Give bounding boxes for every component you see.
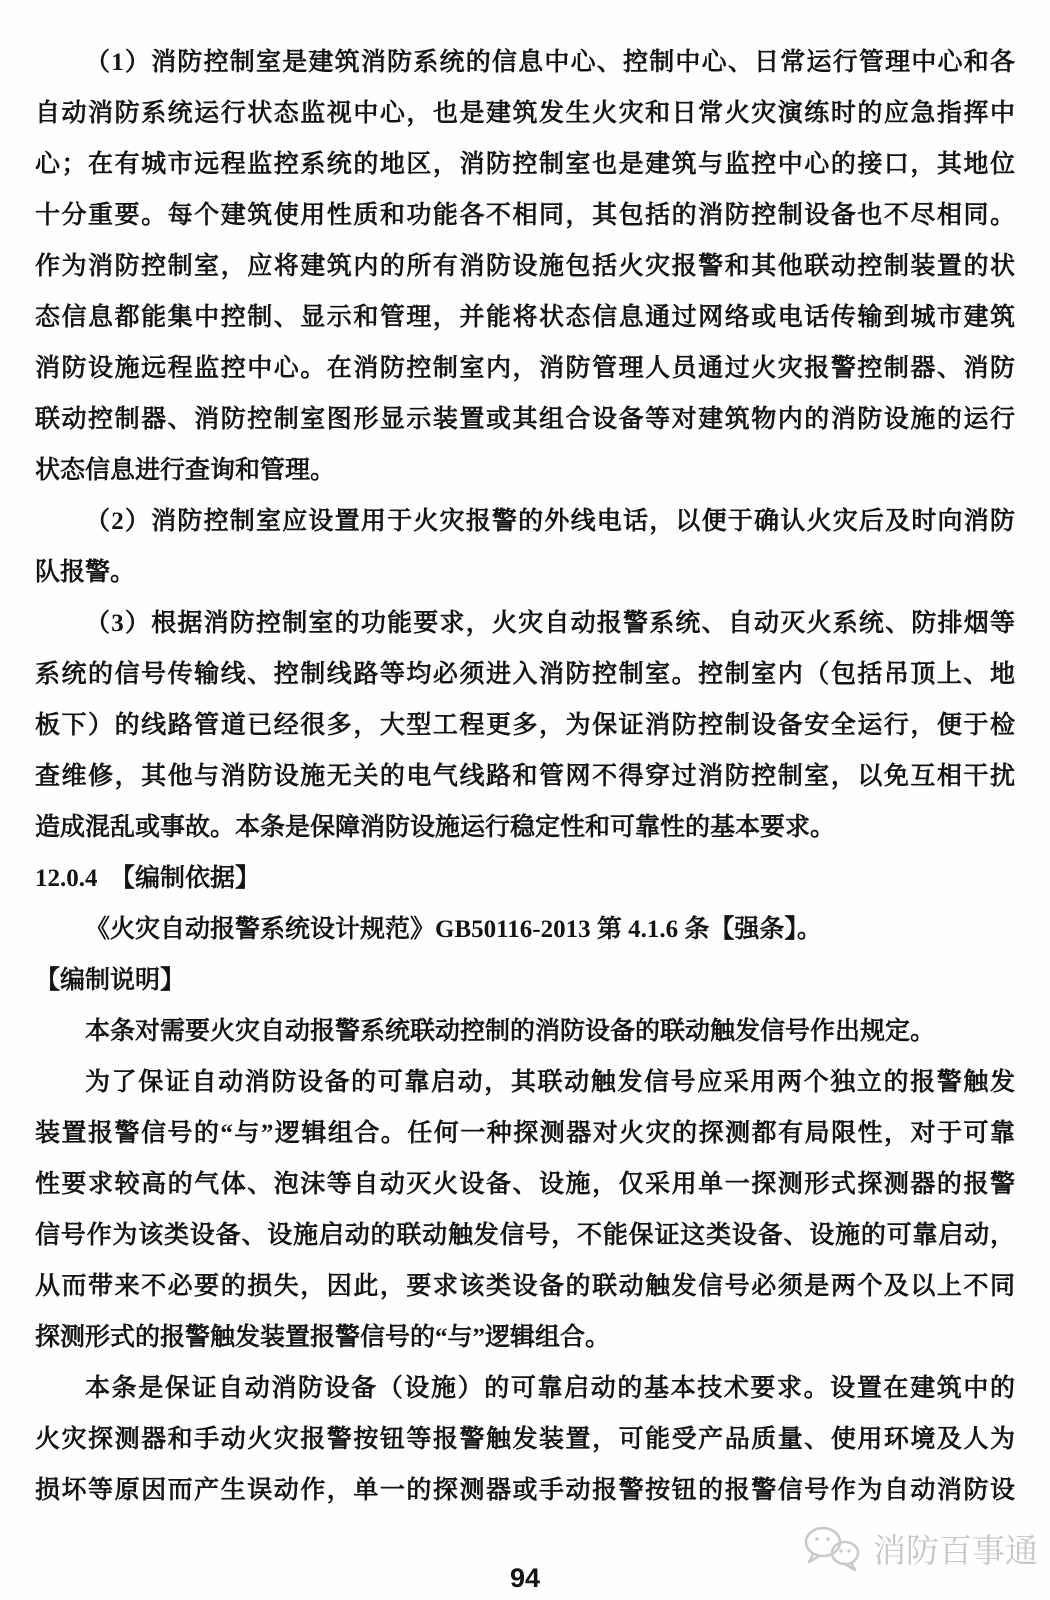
text-line: （1）消防控制室是建筑消防系统的信息中心、控制中心、日常运行管理中心和各 — [85, 49, 1015, 76]
text-line: 系统的信号传输线、控制线路等均必须进入消防控制室。控制室内（包括吊顶上、地 — [35, 661, 1015, 688]
text-line: 本条对需要火灾自动报警系统联动控制的消防设备的联动触发信号作出规定。 — [85, 1018, 936, 1045]
text-line: 队报警。 — [35, 559, 136, 586]
text-line: 状态信息进行查询和管理。 — [35, 457, 336, 484]
text-line: 消防设施远程监控中心。在消防控制室内，消防管理人员通过火灾报警控制器、消防 — [35, 355, 1015, 382]
text-line: 态信息都能集中控制、显示和管理，并能将状态信息通过网络或电话传输到城市建筑 — [35, 304, 1015, 331]
text-line: 心；在有城市远程监控系统的地区，消防控制室也是建筑与监控中心的接口，其地位 — [35, 151, 1015, 178]
text-line: 【编制说明】 — [35, 967, 186, 994]
watermark-text: 消防百事通 — [873, 1531, 1038, 1569]
text-line: 十分重要。每个建筑使用性质和功能各不相同，其包括的消防控制设备也不尽相同。 — [35, 202, 1015, 229]
text-line: 信号作为该类设备、设施启动的联动触发信号，不能保证这类设备、设施的可靠启动， — [35, 1222, 1015, 1249]
text-line: （2）消防控制室应设置用于火灾报警的外线电话，以便于确认火灾后及时向消防 — [85, 508, 1015, 535]
text-line: 装置报警信号的“与”逻辑组合。任何一种探测器对火灾的探测都有局限性，对于可靠 — [35, 1120, 1015, 1147]
page-number: 94 — [509, 1563, 541, 1593]
text-line: 板下）的线路管道已经很多，大型工程更多，为保证消防控制设备安全运行，便于检 — [35, 712, 1015, 739]
text-line: 性要求较高的气体、泡沫等自动灭火设备、设施，仅采用单一探测形式探测器的报警 — [35, 1171, 1015, 1198]
text-line: 造成混乱或事故。本条是保障消防设施运行稳定性和可靠性的基本要求。 — [35, 814, 836, 841]
text-line: 《火灾自动报警系统设计规范》GB50116-2013 第 4.1.6 条【强条】。 — [85, 916, 822, 943]
text-line: 自动消防系统运行状态监视中心，也是建筑发生火灾和日常火灾演练时的应急指挥中 — [35, 100, 1015, 127]
text-line: 为了保证自动消防设备的可靠启动，其联动触发信号应采用两个独立的报警触发 — [85, 1069, 1015, 1096]
text-line: （3）根据消防控制室的功能要求，火灾自动报警系统、自动灭火系统、防排烟等 — [85, 610, 1015, 637]
text-line: 作为消防控制室，应将建筑内的所有消防设施包括火灾报警和其他联动控制装置的状 — [35, 253, 1015, 280]
text-line: 火灾探测器和手动火灾报警按钮等报警触发装置，可能受产品质量、使用环境及人为 — [35, 1426, 1015, 1453]
text-line: 联动控制器、消防控制室图形显示装置或其组合设备等对建筑物内的消防设施的运行 — [35, 406, 1015, 433]
text-line: 探测形式的报警触发装置报警信号的“与”逻辑组合。 — [35, 1324, 611, 1351]
text-line: 本条是保证自动消防设备（设施）的可靠启动的基本技术要求。设置在建筑中的 — [85, 1375, 1015, 1402]
document-body — [35, 37, 1015, 1516]
text-line: 12.0.4 【编制依据】 — [35, 865, 261, 892]
text-line: 从而带来不必要的损失，因此，要求该类设备的联动触发信号必须是两个及以上不同 — [35, 1273, 1015, 1300]
text-line: 损坏等原因而产生误动作，单一的探测器或手动报警按钮的报警信号作为自动消防设 — [35, 1477, 1015, 1504]
text-line: 查维修，其他与消防设施无关的电气线路和管网不得穿过消防控制室，以免互相干扰 — [35, 763, 1015, 790]
